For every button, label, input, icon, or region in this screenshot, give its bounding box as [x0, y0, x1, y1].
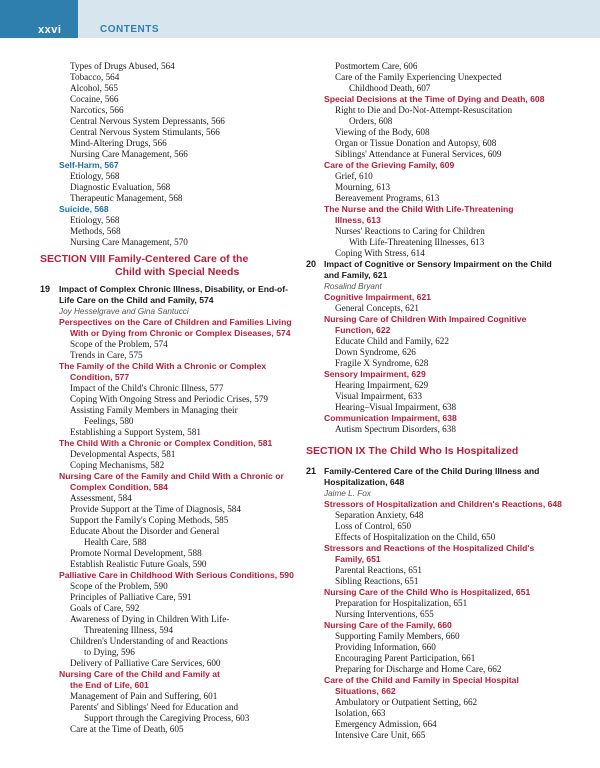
toc-entry: Grief, 610	[335, 171, 373, 181]
toc-entry: Coping With Ongoing Stress and Periodic Crises, 579	[70, 394, 269, 404]
toc-entry: Scope of the Problem, 574	[70, 339, 168, 349]
toc-entry: Emergency Admission, 664	[335, 719, 437, 729]
toc-heading-red: Family, 651	[335, 554, 381, 564]
toc-entry: Fragile X Syndrome, 628	[335, 358, 429, 368]
toc-entry: Mourning, 613	[335, 182, 391, 192]
toc-entry: Threatening Illness, 594	[84, 625, 174, 635]
toc-entry: Therapeutic Management, 568	[70, 193, 183, 203]
toc-entry: General Concepts, 621	[335, 303, 419, 313]
toc-entry: Effects of Hospitalization on the Child, 650	[335, 532, 496, 542]
toc-entry: Separation Anxiety, 648	[335, 510, 424, 520]
toc-entry: Nursing Interventions, 655	[335, 609, 434, 619]
toc-heading-red: Complex Condition, 584	[70, 482, 168, 492]
toc-heading-red: Nursing Care of the Family, 660	[324, 620, 452, 630]
toc-entry: Autism Spectrum Disorders, 638	[335, 424, 456, 434]
toc-entry: Support the Family's Coping Methods, 585	[70, 515, 229, 525]
toc-heading-blue: Suicide, 568	[59, 204, 109, 214]
toc-heading-red: Stressors and Reactions of the Hospitalized Child's	[324, 543, 535, 553]
toc-entry: Scope of the Problem, 590	[70, 581, 168, 591]
toc-entry: Down Syndrome, 626	[335, 347, 416, 357]
toc-entry: Mind-Altering Drugs, 566	[70, 138, 167, 148]
toc-entry: Provide Support at the Time of Diagnosis, 584	[70, 504, 241, 514]
toc-entry: Goals of Care, 592	[70, 603, 140, 613]
toc-entry: Preparation for Hospitalization, 651	[335, 598, 468, 608]
toc-entry: Educate Child and Family, 622	[335, 336, 449, 346]
toc-entry: Loss of Control, 650	[335, 521, 412, 531]
toc-entry: Coping Mechanisms, 582	[70, 460, 165, 470]
toc-entry: Parental Reactions, 651	[335, 565, 423, 575]
toc-entry: Developmental Aspects, 581	[70, 449, 176, 459]
section-heading: SECTION VIII Family-Centered Care of the	[40, 253, 249, 265]
toc-entry: Methods, 568	[70, 226, 121, 236]
toc-entry: Ambulatory or Outpatient Setting, 662	[335, 697, 478, 707]
toc-heading-red: Special Decisions at the Time of Dying and Death, 608	[324, 94, 545, 104]
toc-entry: Postmortem Care, 606	[335, 61, 418, 71]
toc-heading-red: Sensory Impairment, 629	[324, 369, 426, 379]
section-heading: Child with Special Needs	[115, 266, 240, 278]
toc-entry: Organ or Tissue Donation and Autopsy, 608	[335, 138, 497, 148]
toc-entry: Viewing of the Body, 608	[335, 127, 430, 137]
toc-entry: Promote Normal Development, 588	[70, 548, 202, 558]
chapter-number: 21	[306, 466, 317, 476]
toc-entry: Preparing for Discharge and Home Care, 662	[335, 664, 502, 674]
chapter-number: 20	[306, 259, 317, 269]
toc-entry: Providing Information, 660	[335, 642, 436, 652]
toc-entry: Siblings' Attendance at Funeral Services, 609	[335, 149, 502, 159]
toc-heading-red: Perspectives on the Care of Children and Families Living	[59, 317, 292, 327]
toc-entry: Tobacco, 564	[70, 72, 120, 82]
toc-heading-red: The Family of the Child With a Chronic or Complex	[59, 361, 267, 371]
toc-entry: Care at the Time of Death, 605	[70, 724, 184, 734]
chapter-author: Joy Hesselgrave and Gina Santucci	[59, 307, 189, 316]
toc-entry: Establish Realistic Future Goals, 590	[70, 559, 207, 569]
toc-heading-blue: Self-Harm, 567	[59, 160, 119, 170]
toc-heading-red: Care of the Child and Family in Special Hospital	[324, 675, 519, 685]
toc-entry: Sibling Reactions, 651	[335, 576, 419, 586]
chapter-author: Rosalind Bryant	[324, 282, 382, 291]
chapter-title: Impact of Complex Chronic Illness, Disability, or End-of-	[59, 284, 289, 294]
toc-entry: Care of the Family Experiencing Unexpected	[335, 72, 502, 82]
toc-entry: Feelings, 580	[84, 416, 134, 426]
toc-heading-red: The Nurse and the Child With Life-Threatening	[324, 204, 514, 214]
toc-entry: Parents' and Siblings' Need for Education and	[70, 702, 239, 712]
toc-heading-red: Cognitive Impairment, 621	[324, 292, 431, 302]
toc-entry: Right to Die and Do-Not-Attempt-Resuscitation	[335, 105, 513, 115]
chapter-author: Jaime L. Fox	[324, 489, 371, 498]
toc-entry: Principles of Palliative Care, 591	[70, 592, 192, 602]
section-heading: SECTION IX The Child Who Is Hospitalized	[306, 445, 519, 457]
toc-heading-red: Communication Impairment, 638	[324, 413, 457, 423]
chapter-title: and Family, 621	[324, 270, 388, 280]
toc-entry: Establishing a Support System, 581	[70, 427, 201, 437]
toc-entry: Assisting Family Members in Managing their	[70, 405, 238, 415]
running-header-title: CONTENTS	[100, 24, 159, 35]
toc-entry: Awareness of Dying in Children With Life-	[70, 614, 230, 624]
toc-entry: Types of Drugs Abused, 564	[70, 61, 175, 71]
toc-heading-red: Palliative Care in Childhood With Serious Conditions, 590	[59, 570, 294, 580]
toc-entry: Alcohol, 565	[70, 83, 118, 93]
toc-entry: Coping With Stress, 614	[335, 248, 425, 258]
toc-heading-red: Nursing Care of the Child Who is Hospitalized, 651	[324, 587, 531, 597]
toc-entry: Supporting Family Members, 660	[335, 631, 460, 641]
toc-heading-red: Nursing Care of the Family and Child With a Chronic or	[59, 471, 284, 481]
toc-entry: Visual Impairment, 633	[335, 391, 422, 401]
toc-entry: Orders, 608	[349, 116, 393, 126]
toc-entry: Management of Pain and Suffering, 601	[70, 691, 218, 701]
toc-entry: Isolation, 663	[335, 708, 386, 718]
toc-entry: Central Nervous System Stimulants, 566	[70, 127, 220, 137]
toc-entry: Intensive Care Unit, 665	[335, 730, 426, 740]
toc-entry: Health Care, 588	[84, 537, 147, 547]
toc-heading-red: Illness, 613	[335, 215, 381, 225]
toc-heading-red: Nursing Care of Children With Impaired Cognitive	[324, 314, 527, 324]
toc-heading-red: Situations, 662	[335, 686, 396, 696]
chapter-title: Hospitalization, 648	[324, 477, 405, 487]
toc-heading-red: The Child With a Chronic or Complex Condition, 581	[59, 438, 273, 448]
toc-heading-red: the End of Life, 601	[70, 680, 149, 690]
chapter-number: 19	[40, 284, 51, 294]
toc-entry: Educate About the Disorder and General	[70, 526, 220, 536]
toc-entry: Encouraging Parent Participation, 661	[335, 653, 476, 663]
toc-entry: Nursing Care Management, 570	[70, 237, 188, 247]
toc-heading-red: With or Dying from Chronic or Complex Diseases, 574	[70, 328, 291, 338]
toc-entry: Childhood Death, 607	[349, 83, 431, 93]
toc-entry: Impact of the Child's Chronic Illness, 577	[70, 383, 224, 393]
toc-entry: to Dying, 596	[84, 647, 135, 657]
toc-entry: Narcotics, 566	[70, 105, 124, 115]
toc-heading-red: Stressors of Hospitalization and Children's Reactions, 648	[324, 499, 562, 509]
toc-entry: Children's Understanding of and Reactions	[70, 636, 228, 646]
toc-heading-red: Condition, 577	[70, 372, 130, 382]
toc-entry: Cocaine, 566	[70, 94, 119, 104]
chapter-title: Life Care on the Child and Family, 574	[59, 295, 214, 305]
toc-entry: Etiology, 568	[70, 215, 120, 225]
header-band	[0, 0, 600, 38]
toc-entry: Diagnostic Evaluation, 568	[70, 182, 171, 192]
toc-entry: Bereavement Programs, 613	[335, 193, 440, 203]
toc-heading-red: Care of the Grieving Family, 609	[324, 160, 455, 170]
toc-entry: Delivery of Palliative Care Services, 600	[70, 658, 221, 668]
toc-entry: Hearing Impairment, 629	[335, 380, 429, 390]
toc-heading-red: Nursing Care of the Child and Family at	[59, 669, 220, 679]
toc-entry: Nurses' Reactions to Caring for Children	[335, 226, 485, 236]
toc-heading-red: Function, 622	[335, 325, 391, 335]
toc-entry: Assessment, 584	[70, 493, 132, 503]
chapter-title: Family-Centered Care of the Child During Illness and	[324, 466, 540, 476]
chapter-title: Impact of Cognitive or Sensory Impairment on the Child	[324, 259, 552, 269]
toc-entry: Trends in Care, 575	[70, 350, 143, 360]
toc-entry: Central Nervous System Depressants, 566	[70, 116, 225, 126]
toc-entry: Hearing–Visual Impairment, 638	[335, 402, 457, 412]
toc-entry: Support through the Caregiving Process, 603	[84, 713, 250, 723]
toc-entry: Nursing Care Management, 566	[70, 149, 188, 159]
toc-entry: With Life-Threatening Illnesses, 613	[349, 237, 485, 247]
page-number: xxvi	[38, 24, 62, 36]
toc-entry: Etiology, 568	[70, 171, 120, 181]
